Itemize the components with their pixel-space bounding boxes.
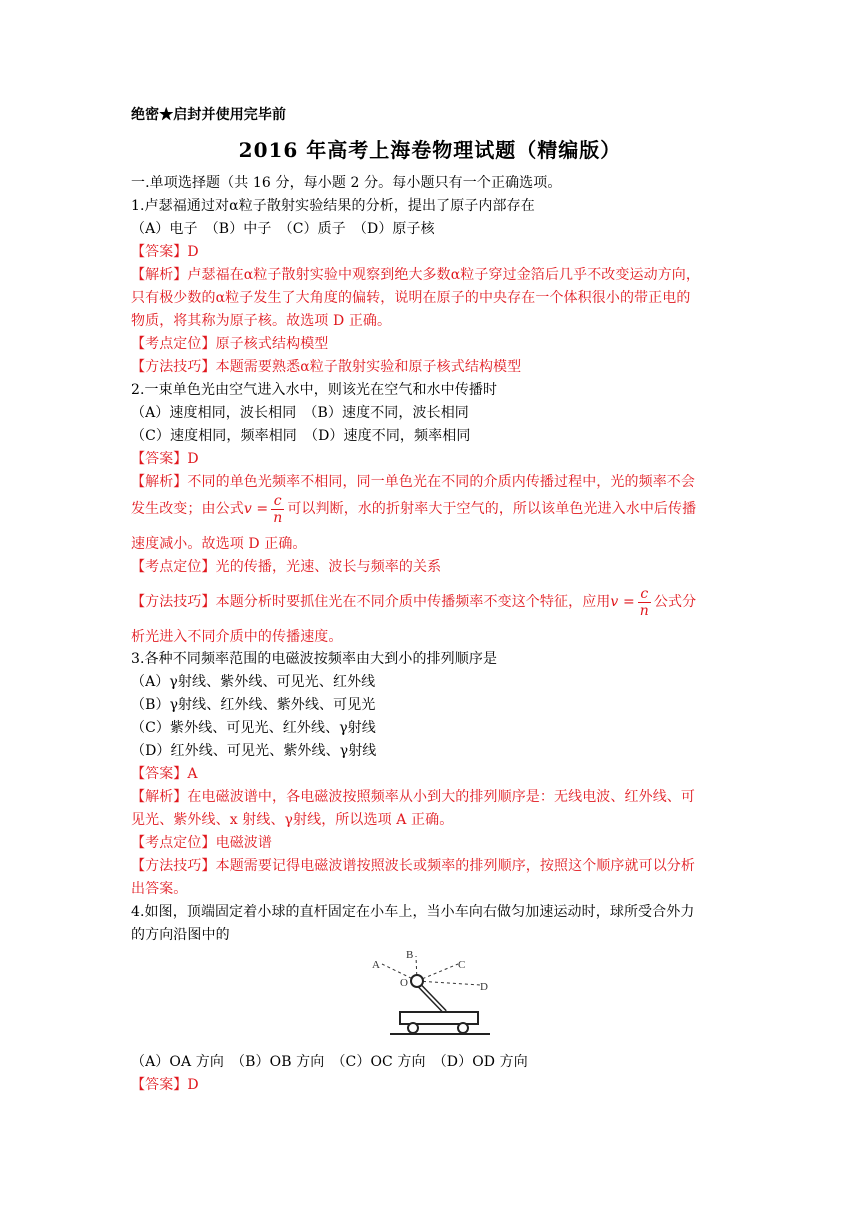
label-o: O <box>400 977 408 989</box>
q3-answer: 【答案】A <box>131 766 198 782</box>
q1-stem: 1.卢瑟福通过对α粒子散射实验结果的分析，提出了原子内部存在 <box>131 198 535 214</box>
q4-answer: 【答案】D <box>131 1077 199 1093</box>
label-a: A <box>372 959 380 971</box>
formula-lhs-2: v = <box>610 594 635 610</box>
q3-fangfa-line-2: 出答案。 <box>131 881 188 897</box>
q4-stem-line-1: 4.如图，顶端固定着小球的直杆固定在小车上，当小车向右做匀加速运动时，球所受合外力 <box>131 904 695 920</box>
q2-kaodian: 【考点定位】光的传播，光速、波长与频率的关系 <box>131 559 442 575</box>
q3-option-c: （C）紫外线、可见光、红外线、γ射线 <box>131 720 376 736</box>
q2-analysis-text-b: 可以判断，水的折射率大于空气的，所以该单色光进入水中后传播 <box>287 501 697 517</box>
q2-stem: 2.一束单色光由空气进入水中，则该光在空气和水中传播时 <box>131 382 498 398</box>
label-d: D <box>480 981 488 993</box>
q4-options: （A）OA 方向 （B）OB 方向 （C）OC 方向 （D）OD 方向 <box>131 1054 528 1070</box>
q3-analysis-line-1: 【解析】在电磁波谱中，各电磁波按照频率从小到大的排列顺序是：无线电波、红外线、可 <box>131 789 695 805</box>
cart-wheel-left <box>408 1023 418 1033</box>
cart-wheel-right <box>458 1023 468 1033</box>
q3-analysis-line-2: 见光、紫外线、x 射线、γ射线，所以选项 A 正确。 <box>131 812 454 828</box>
q2-fangfa-line-1 <box>131 585 731 619</box>
formula-fraction-2 <box>638 586 651 619</box>
q2-fangfa-text-b: 公式分 <box>653 594 697 610</box>
page-title: 2016 年高考上海卷物理试题（精编版） <box>238 138 622 162</box>
q2-analysis-line-3: 速度减小。故选项 D 正确。 <box>131 536 307 552</box>
q1-fangfa: 【方法技巧】本题需要熟悉α粒子散射实验和原子核式结构模型 <box>131 359 522 375</box>
ball <box>411 975 423 987</box>
q2-options-ab: （A）速度相同，波长相同 （B）速度不同，波长相同 <box>131 405 469 421</box>
secret-mark: 绝密★启封并使用完毕前 <box>131 107 287 123</box>
q3-stem: 3.各种不同频率范围的电磁波按频率由大到小的排列顺序是 <box>131 651 498 667</box>
formula-fraction <box>271 493 284 526</box>
section-heading: 一.单项选择题（共 16 分，每小题 2 分。每小题只有一个正确选项。 <box>131 175 562 191</box>
q1-options: （A）电子 （B）中子 （C）质子 （D）原子核 <box>131 221 435 237</box>
q2-analysis-line-1: 【解析】不同的单色光频率不相同，同一单色光在不同的介质内传播过程中，光的频率不会 <box>131 474 695 490</box>
q3-option-b: （B）γ射线、红外线、紫外线、可见光 <box>131 697 376 713</box>
label-c: C <box>458 959 466 971</box>
cart-diagram <box>360 944 500 1044</box>
q3-fangfa-line-1: 【方法技巧】本题需要记得电磁波谱按照波长或频率的排列顺序，按照这个顺序就可以分析 <box>131 858 695 874</box>
label-b: B <box>406 949 414 961</box>
q2-answer: 【答案】D <box>131 451 199 467</box>
formula-numerator: c <box>271 493 284 510</box>
formula-denominator-2: n <box>639 602 649 619</box>
q1-analysis-line-1: 【解析】卢瑟福在α粒子散射实验中观察到绝大多数α粒子穿过金箔后几乎不改变运动方向， <box>131 267 701 283</box>
q2-fangfa-line-2: 析光进入不同介质中的传播速度。 <box>131 629 343 645</box>
q2-options-cd: （C）速度相同，频率相同 （D）速度不同，频率相同 <box>131 428 471 444</box>
formula-lhs: v = <box>243 501 269 517</box>
cart-figure <box>360 944 500 1044</box>
q3-kaodian: 【考点定位】电磁波谱 <box>131 835 272 851</box>
q3-option-a: （A）γ射线、紫外线、可见光、红外线 <box>131 674 376 690</box>
rod-highlight <box>418 984 445 1012</box>
q1-kaodian: 【考点定位】原子核式结构模型 <box>131 336 329 352</box>
q3-option-d: （D）红外线、可见光、紫外线、γ射线 <box>131 743 377 759</box>
formula-numerator-2: c <box>638 586 651 603</box>
formula-denominator: n <box>273 509 283 526</box>
q1-analysis-line-3: 物质，将其称为原子核。故选项 D 正确。 <box>131 313 392 329</box>
q2-analysis-line-2 <box>131 492 731 526</box>
q4-stem-line-2: 的方向沿图中的 <box>131 927 230 943</box>
q2-fangfa-text-a: 【方法技巧】本题分析时要抓住光在不同介质中传播频率不变这个特征，应用 <box>131 594 611 610</box>
q1-answer: 【答案】D <box>131 244 199 260</box>
direction-od <box>417 981 480 985</box>
q1-analysis-line-2: 只有极少数的α粒子发生了大角度的偏转，说明在原子的中央存在一个体积很小的带正电的 <box>131 290 691 306</box>
q2-analysis-text-a: 发生改变；由公式 <box>131 501 244 517</box>
